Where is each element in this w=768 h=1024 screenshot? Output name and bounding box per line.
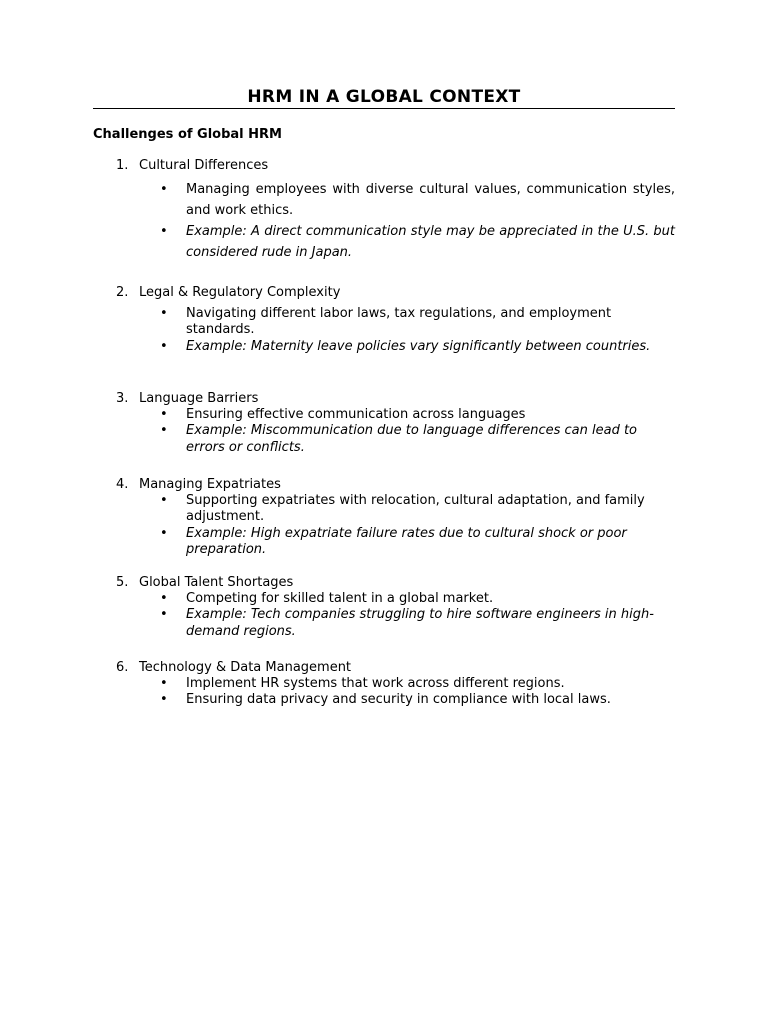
bullet-list (93, 676, 675, 709)
bullet-item (93, 179, 675, 221)
bullet-list (93, 407, 675, 456)
bullet-item (93, 493, 675, 526)
bullet-text: Competing for skilled talent in a global market. (186, 591, 494, 606)
bullet-text: Example: High expatriate failure rates due to cultural shock or poor preparation. (186, 525, 627, 557)
bullet-icon: • (160, 224, 168, 239)
list-item-legal-regulatory (93, 285, 675, 355)
bullet-item (93, 676, 675, 692)
bullet-icon: • (160, 407, 168, 422)
list-item-label: Cultural Differences (139, 158, 269, 173)
bullet-text: Ensuring effective communication across languages (186, 407, 526, 422)
bullet-text: Managing employees with diverse cultural values, communication styles, and work ethics. (186, 182, 675, 218)
list-item-number: 5. (116, 575, 129, 590)
bullet-list (93, 591, 675, 640)
bullet-text: Example: A direct communication style may be appreciated in the U.S. but considered rude in Japan. (186, 224, 675, 260)
list-item-global-talent-shortages (93, 575, 675, 640)
list-item-label: Technology & Data Management (139, 660, 352, 675)
bullet-item (93, 221, 675, 263)
bullet-icon: • (160, 182, 168, 197)
bullet-text: Supporting expatriates with relocation, cultural adaptation, and family adjustment. (186, 493, 645, 525)
bullet-item (93, 339, 675, 355)
document-title: HRM IN A GLOBAL CONTEXT (247, 87, 521, 107)
title-underline (93, 108, 675, 109)
list-item-number: 3. (116, 391, 129, 406)
list-item-number: 1. (116, 158, 129, 173)
list-item-number: 6. (116, 660, 129, 675)
document-page (93, 0, 675, 1024)
section-heading: Challenges of Global HRM (93, 127, 282, 142)
list-item-cultural-differences (93, 158, 675, 263)
bullet-item (93, 607, 675, 640)
bullet-icon: • (160, 338, 168, 354)
bullet-list (93, 306, 675, 355)
bullet-text: Implement HR systems that work across different regions. (186, 676, 565, 691)
bullet-text: Ensuring data privacy and security in compliance with local laws. (186, 692, 611, 708)
bullet-item (93, 423, 675, 456)
bullet-item (93, 591, 675, 607)
bullet-icon: • (160, 525, 168, 541)
list-item-language-barriers (93, 391, 675, 456)
bullet-list (93, 493, 675, 558)
bullet-item (93, 526, 675, 559)
list-item-number: 2. (116, 285, 129, 300)
bullet-text: Navigating different labor laws, tax regulations, and employment standards. (186, 306, 612, 338)
list-item-number: 4. (116, 477, 129, 492)
bullet-icon: • (160, 493, 168, 508)
bullet-icon: • (160, 676, 168, 691)
bullet-icon: • (160, 607, 168, 623)
bullet-item (93, 407, 675, 423)
list-item-technology-data (93, 660, 675, 709)
bullet-text: Example: Miscommunication due to language differences can lead to errors or conflicts. (186, 423, 638, 455)
bullet-text: Example: Maternity leave policies vary significantly between countries. (186, 338, 651, 354)
bullet-item (93, 692, 675, 708)
list-item-label: Global Talent Shortages (139, 575, 294, 590)
bullet-item (93, 306, 675, 339)
bullet-list (93, 179, 675, 263)
bullet-icon: • (160, 692, 168, 708)
list-item-label: Managing Expatriates (139, 477, 281, 492)
bullet-icon: • (160, 591, 168, 606)
bullet-icon: • (160, 423, 168, 439)
list-item-label: Legal & Regulatory Complexity (139, 285, 341, 300)
list-item-managing-expatriates (93, 477, 675, 558)
list-item-label: Language Barriers (139, 391, 259, 406)
bullet-text: Example: Tech companies struggling to hire software engineers in high-demand regions. (186, 607, 654, 639)
bullet-icon: • (160, 306, 168, 321)
